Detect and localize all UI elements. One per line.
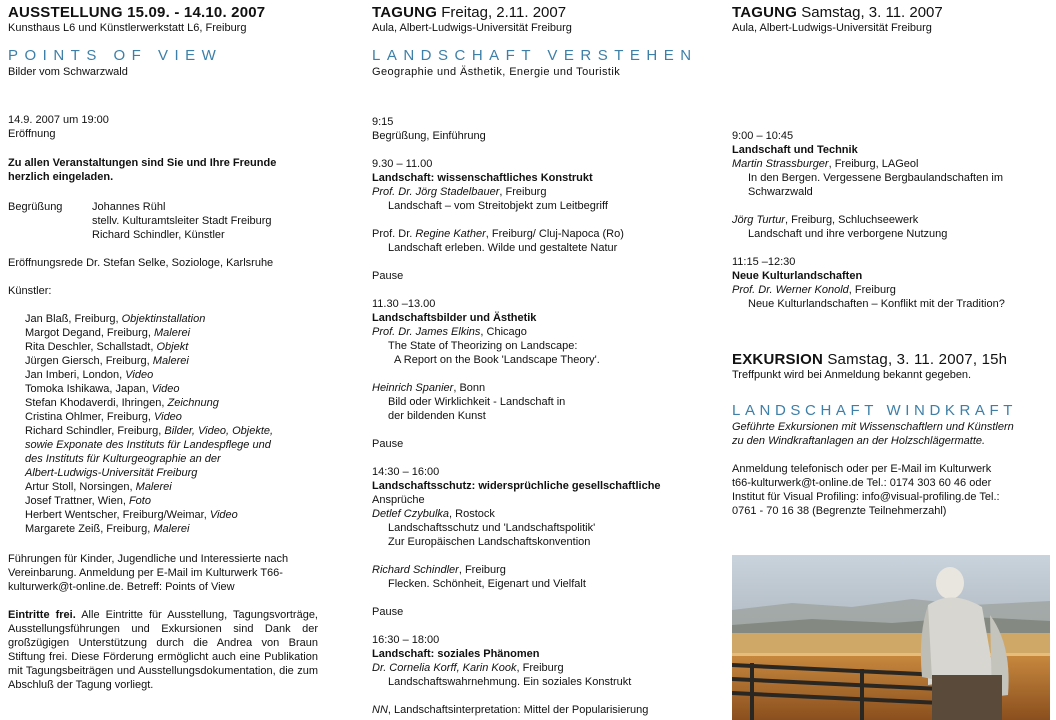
opening-label: Eröffnung xyxy=(8,128,56,140)
session-time: 11.30 –13.00 xyxy=(372,298,436,310)
artist-item: Jürgen Giersch, Freiburg, Malerei xyxy=(25,355,189,367)
talk-title: Landschaftswahrnehmung. Ein soziales Konstrukt xyxy=(388,676,632,688)
talk-title: der bildenden Kunst xyxy=(388,410,486,422)
excursion-heading: EXKURSION Samstag, 3. 11. 2007, 15h xyxy=(732,351,1008,368)
greeting-label: Begrüßung xyxy=(8,201,63,213)
exhibition-subtitle: Bilder vom Schwarzwald xyxy=(8,66,128,78)
session-time: 9:00 – 10:45 xyxy=(732,130,794,142)
friday-heading: TAGUNG Freitag, 2.11. 2007 xyxy=(372,4,567,21)
artists-label: Künstler: xyxy=(8,285,52,297)
opening-date: 14.9. 2007 um 19:00 xyxy=(8,114,109,126)
landscape-photo-illustration xyxy=(732,555,1050,720)
greeting-line: stellv. Kulturamtsleiter Stadt Freiburg xyxy=(92,215,272,227)
conference-subtitle: Geographie und Ästhetik, Energie und Touristik xyxy=(372,66,621,78)
session-title: Landschaft: wissenschaftliches Konstrukt xyxy=(372,172,593,184)
artist-extra: Albert-Ludwigs-Universität Freiburg xyxy=(25,467,198,479)
session-title: Landschaft: soziales Phänomen xyxy=(372,648,540,660)
artist-item: Margot Degand, Freiburg, Malerei xyxy=(25,327,191,339)
artist-item: Richard Schindler, Freiburg, Bilder, Video, Objekte, xyxy=(25,425,274,437)
talk-title: A Report on the Book 'Landscape Theory'. xyxy=(394,354,600,366)
artist-item: Cristina Ohlmer, Freiburg, Video xyxy=(25,411,182,423)
artists-list xyxy=(8,312,318,536)
artist-item: Josef Trattner, Wien, Foto xyxy=(25,495,151,507)
session-time: 14:30 – 16:00 xyxy=(372,466,440,478)
speaker: Prof. Dr. James Elkins, Chicago xyxy=(372,326,527,338)
invitation-text: Zu allen Veranstaltungen sind Sie und Ihre Freunde herzlich eingeladen. xyxy=(8,157,277,183)
column-conference-saturday xyxy=(732,0,1050,518)
session-title: Landschaft und Technik xyxy=(732,144,858,156)
photo-man-on-bench xyxy=(732,555,1050,720)
speaker: Jörg Turtur, Freiburg, Schluchseewerk xyxy=(732,214,919,226)
greeting-block xyxy=(8,200,318,242)
column-exhibition xyxy=(8,0,318,692)
talk-title: Zur Europäischen Landschaftskonvention xyxy=(388,536,591,548)
talk-title: Landschaft – vom Streitobjekt zum Leitbegriff xyxy=(388,200,608,212)
speaker: Prof. Dr. Jörg Stadelbauer, Freiburg xyxy=(372,186,547,198)
speaker: Heinrich Spanier, Bonn xyxy=(372,382,486,394)
greeting-line: Richard Schindler, Künstler xyxy=(92,229,225,241)
speaker: Prof. Dr. Regine Kather, Freiburg/ Cluj-Napoca (Ro) xyxy=(372,228,624,240)
session-title: Begrüßung, Einführung xyxy=(372,130,486,142)
talk-title: Landschaft erleben. Wilde und gestaltete Natur xyxy=(388,242,618,254)
speaker: Detlef Czybulka, Rostock xyxy=(372,508,495,520)
pause-label: Pause xyxy=(372,438,404,450)
session-time: 16:30 – 18:00 xyxy=(372,634,440,646)
speaker: Richard Schindler, Freiburg xyxy=(372,564,506,576)
excursion-title: LANDSCHAFT WINDKRAFT xyxy=(732,402,1018,419)
saturday-heading: TAGUNG Samstag, 3. 11. 2007 xyxy=(732,4,943,21)
artist-item: Herbert Wentscher, Freiburg/Weimar, Video xyxy=(25,509,238,521)
talk-title: Landschaft und ihre verborgene Nutzung xyxy=(748,228,948,240)
artist-item: Jan Imberi, London, Video xyxy=(25,369,154,381)
talk-title: Flecken. Schönheit, Eigenart und Vielfalt xyxy=(388,578,586,590)
artist-item: Artur Stoll, Norsingen, Malerei xyxy=(25,481,172,493)
excursion-desc: Geführte Exkursionen mit Wissenschaftlern und Künstlern xyxy=(732,421,1014,433)
pause-label: Pause xyxy=(372,606,404,618)
artist-item: Rita Deschler, Schallstadt, Objekt xyxy=(25,341,189,353)
column-conference-friday xyxy=(372,0,702,717)
session-time: 9.30 – 11.00 xyxy=(372,158,433,170)
greeting-line: Johannes Rühl xyxy=(92,201,166,213)
talk-title: In den Bergen. Vergessene Bergbaulandschaften im Schwarzwald xyxy=(748,172,1004,198)
exhibition-title: POINTS OF VIEW xyxy=(8,47,223,64)
artist-item: Jan Blaß, Freiburg, Objektinstallation xyxy=(25,313,206,325)
admission-info: Eintritte frei. Alle Eintritte für Ausstellung, Tagungsvorträge, Ausstellungsführungen und Exkursionen sind Dank der großzügigen Unterstützung durch die Andrea von Braun Stiftung frei. Diese Förderung ermöglicht auch eine Publikation mit Tagungsbeiträgen und Ausstellungsdokumentation, die zum Abschluß der Tagung vorliegt. xyxy=(8,609,318,691)
pause-label: Pause xyxy=(372,270,404,282)
exhibition-venue: Kunsthaus L6 und Künstlerwerkstatt L6, Freiburg xyxy=(8,22,247,34)
excursion-desc: zu den Windkraftanlagen an der Holzschlägermatte. xyxy=(732,435,986,447)
opening-speech: Eröffnungsrede Dr. Stefan Selke, Soziologe, Karlsruhe xyxy=(8,257,274,269)
artist-extra: des Instituts für Kulturgeographie an der xyxy=(25,453,221,465)
speaker: Martin Strassburger, Freiburg, LAGeol xyxy=(732,158,919,170)
conference-title: LANDSCHAFT VERSTEHEN xyxy=(372,47,698,64)
session-title: Landschaftsschutz: widersprüchliche gesellschaftliche xyxy=(372,480,661,492)
speaker: NN, Landschaftsinterpretation: Mittel der Popularisierung xyxy=(372,704,649,716)
speaker: Prof. Dr. Werner Konold, Freiburg xyxy=(732,284,896,296)
session-time: 11:15 –12:30 xyxy=(732,256,796,268)
friday-venue: Aula, Albert-Ludwigs-Universität Freiburg xyxy=(372,22,572,34)
session-title-cont: Ansprüche xyxy=(372,494,425,506)
session-time: 9:15 xyxy=(372,116,394,128)
saturday-venue: Aula, Albert-Ludwigs-Universität Freiburg xyxy=(732,22,932,34)
artist-extra: sowie Exponate des Instituts für Landespflege und xyxy=(25,439,271,451)
registration-info: Anmeldung telefonisch oder per E-Mail im Kulturwerk t66-kulturwerk@t-online.de Tel.: 0174 303 60 46 oder Institut für Visual Profiling: info@visual-profiling.de Tel.: 0761 - 70 16 38 (Begrenzte Teilnehmerzahl) xyxy=(732,463,1000,517)
talk-title: Bild oder Wirklichkeit - Landschaft in xyxy=(388,396,566,408)
tours-info: Führungen für Kinder, Jugendliche und Interessierte nach Vereinbarung. Anmeldung per E-Mail im Kulturwerk T66-kulturwerk@t-online.de. Betreff: Points of View xyxy=(8,553,289,593)
artist-item: Stefan Khodaverdi, Ihringen, Zeichnung xyxy=(25,397,219,409)
excursion-meeting: Treffpunkt wird bei Anmeldung bekannt gegeben. xyxy=(732,369,972,381)
exhibition-heading: AUSSTELLUNG 15.09. - 14.10. 2007 xyxy=(8,4,266,21)
talk-title: Neue Kulturlandschaften – Konflikt mit der Tradition? xyxy=(748,298,1005,310)
artist-item: Tomoka Ishikawa, Japan, Video xyxy=(25,383,180,395)
talk-title: The State of Theorizing on Landscape: xyxy=(388,340,578,352)
session-title: Landschaftsbilder und Ästhetik xyxy=(372,312,537,324)
speaker: Dr. Cornelia Korff, Karin Kook, Freiburg xyxy=(372,662,564,674)
session-title: Neue Kulturlandschaften xyxy=(732,270,863,282)
artist-item: Margarete Zeiß, Freiburg, Malerei xyxy=(25,523,190,535)
talk-title: Landschaftsschutz und 'Landschaftspolitik' xyxy=(388,522,596,534)
